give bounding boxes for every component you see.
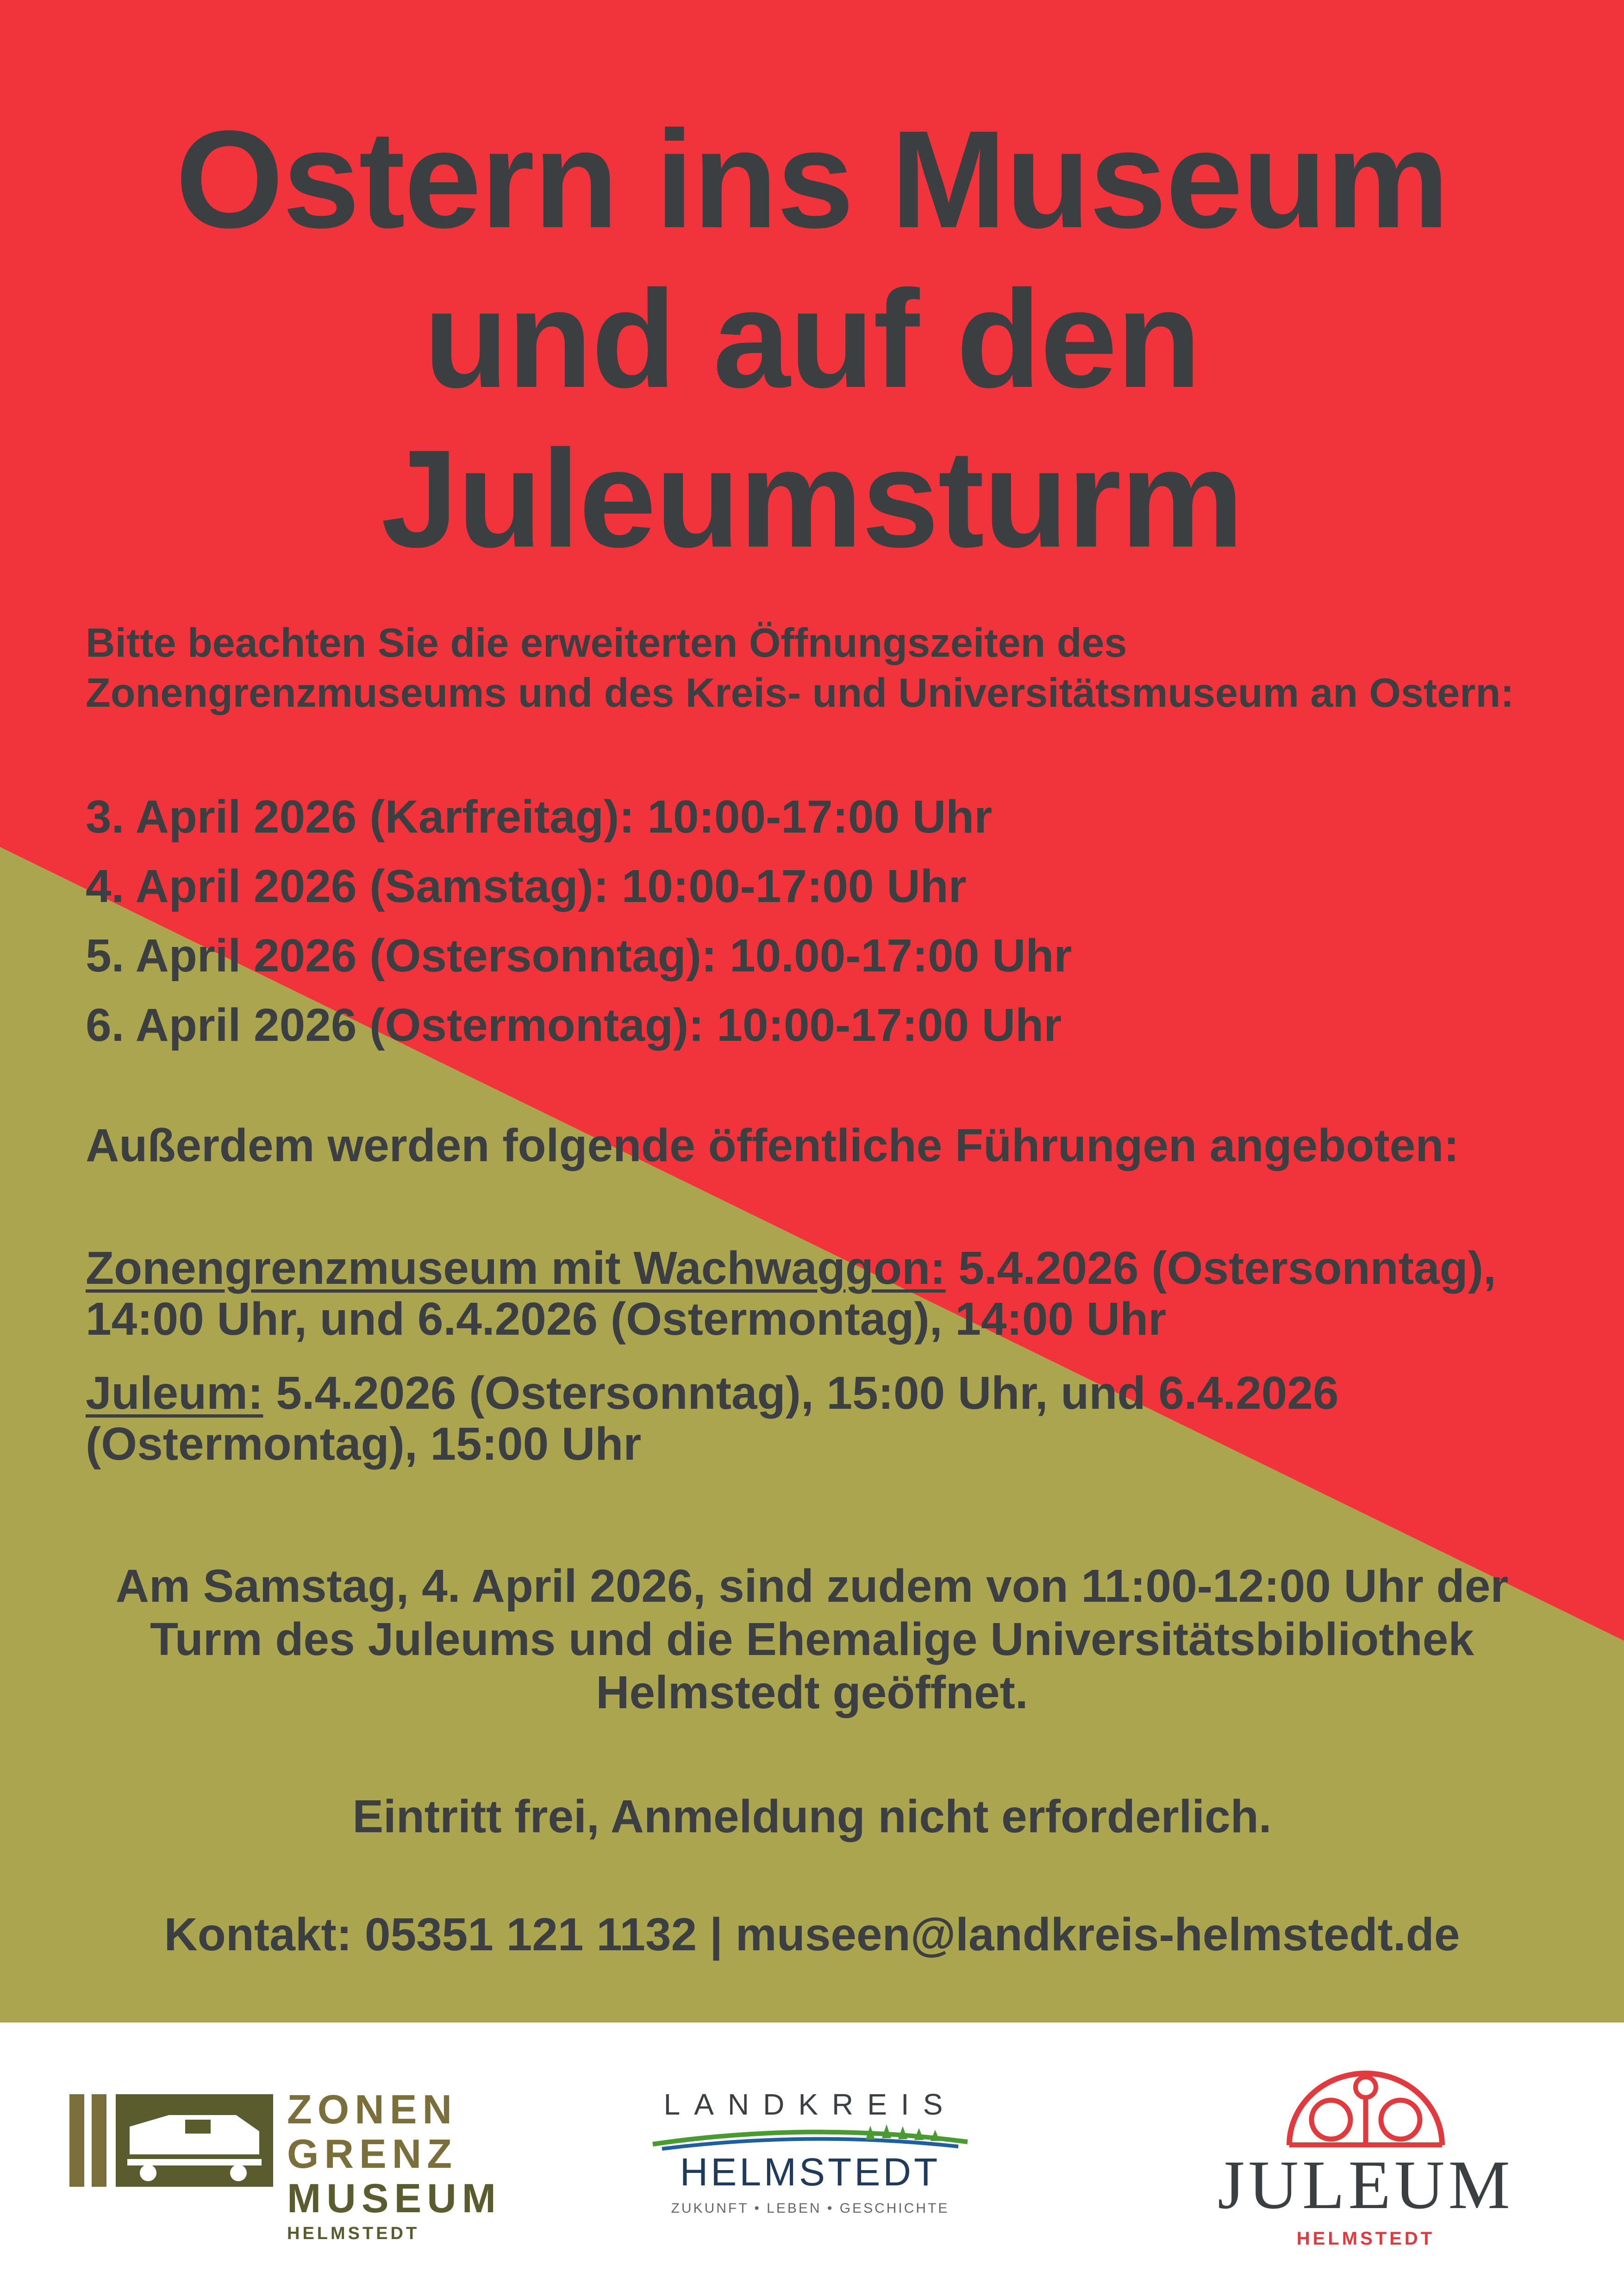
admission-text: Eintritt frei, Anmeldung nicht erforderlich. (352, 1791, 1272, 1842)
title-line-2: und auf den (424, 261, 1200, 417)
page-title (0, 100, 1624, 579)
zgm-line-1: ZONEN (287, 2086, 457, 2132)
intro-text: Bitte beachten Sie die erweiterten Öffnungszeiten des Zonengrenzmuseums und des Kreis- und Universitätsmuseum an Ostern: (86, 620, 1514, 716)
zgm-line-2: GRENZ (287, 2131, 457, 2177)
juleum-city: HELMSTEDT (1296, 2228, 1435, 2249)
title-line-3: Juleumsturm (381, 421, 1243, 576)
title-line-1: Ostern ins Museum (175, 101, 1449, 257)
tour-details: 5.4.2026 (Ostersonntag), 15:00 Uhr, und 6.4.2026 (Ostermontag), 15:00 Uhr (86, 1367, 1339, 1470)
landscape-icon (648, 2123, 972, 2151)
opening-date-item: 6. April 2026 (Ostermontag): 10:00-17:00 Uhr (86, 999, 1062, 1051)
juleum-logo (1185, 2069, 1546, 2254)
zgm-wordmark (287, 2087, 501, 2221)
zgm-line-3: MUSEUM (287, 2175, 502, 2221)
tour-juleum (86, 1368, 1567, 1469)
lkh-tagline: ZUKUNFT • LEBEN • GESCHICHTE (671, 2201, 949, 2216)
tour-label: Zonengrenzmuseum mit Wachwaggon: (86, 1242, 946, 1294)
opening-dates-list (86, 782, 1072, 1060)
logo-footer (0, 2022, 1624, 2296)
note-line-1: Am Samstag, 4. April 2026, sind zudem von 11:00-12:00 Uhr der (115, 1560, 1509, 1612)
landkreis-helmstedt-logo (648, 2087, 972, 2221)
lkh-top-text: LANDKREIS (663, 2088, 957, 2121)
zonengrenzmuseum-logo (69, 2086, 502, 2243)
note-line-3: Helmstedt geöffnet. (596, 1667, 1028, 1718)
opening-date-item: 5. April 2026 (Ostersonntag): 10.00-17:00 Uhr (86, 930, 1072, 982)
opening-date-item: 3. April 2026 (Karfreitag): 10:00-17:00 Uhr (86, 791, 993, 843)
tour-label: Juleum: (86, 1367, 263, 1419)
zgm-city: HELMSTEDT (287, 2224, 420, 2243)
tour-zonengrenzmuseum (86, 1243, 1567, 1344)
tour-details: 5.4.2026 (Ostersonntag), 14:00 Uhr, und 6.4.2026 (Ostermontag), 14:00 Uhr (86, 1242, 1496, 1345)
wagon-icon (69, 2094, 273, 2187)
contact-text: Kontakt: 05351 121 1132 | museen@landkreis-helmstedt.de (164, 1909, 1460, 1960)
arch-icon (1185, 2069, 1546, 2147)
tower-opening-note (0, 1560, 1624, 1719)
opening-date-item: 4. April 2026 (Samstag): 10:00-17:00 Uhr (86, 860, 967, 912)
lkh-main-text: HELMSTEDT (680, 2150, 941, 2194)
juleum-wordmark: JULEUM (1218, 2147, 1514, 2223)
tours-heading: Außerdem werden folgende öffentliche Führungen angeboten: (86, 1120, 1459, 1171)
note-line-2: Turm des Juleums und die Ehemalige Universitätsbibliothek (150, 1613, 1474, 1665)
